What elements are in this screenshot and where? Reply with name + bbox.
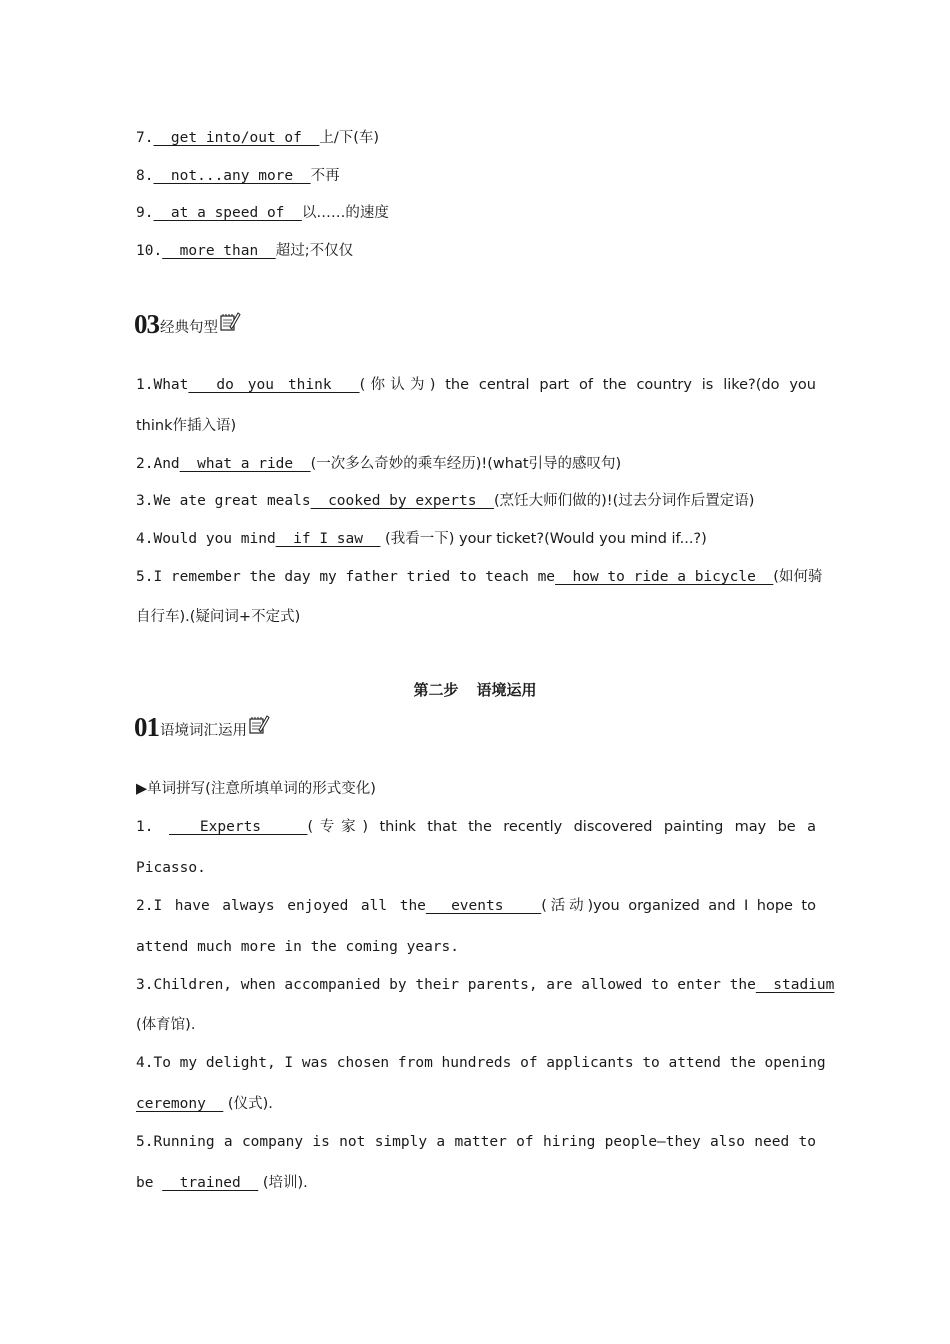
sentence-3 (136, 491, 816, 511)
sentence-text: think作插入语) (136, 418, 237, 434)
sentence-text: (烹饪大师们做的)!(过去分词作后置定语) (493, 493, 755, 509)
sentence-text: 4.Would you mind (136, 531, 276, 547)
instruction (136, 779, 816, 799)
sentence-answer: what a ride (179, 456, 311, 472)
phrase-answer: not...any more (153, 168, 311, 184)
notebook-pencil-icon (248, 713, 270, 735)
phrase-meaning: 以……的速度 (301, 205, 389, 221)
sentence-5-line-2 (136, 607, 816, 627)
sentence-answer: how to ride a bicycle (555, 569, 774, 585)
section-number: 03 (134, 309, 159, 339)
sentence-text: 5.I remember the day my father tried to teach me (136, 569, 556, 585)
sentence-answer: if I saw (275, 531, 381, 547)
exercise-5-line-1 (136, 1132, 816, 1152)
notebook-pencil-icon (219, 310, 241, 332)
section-title: 经典句型 (160, 320, 218, 336)
sentence-text: (如何骑 (773, 569, 823, 585)
phrase-answer: more than (162, 243, 276, 259)
sentence-text: 2.And (136, 456, 180, 472)
sentence-4 (136, 529, 816, 549)
exercise-answer: ceremony (136, 1096, 224, 1112)
exercise-text: 5.Running a company is not simply a matter of hiring people—they also need to (136, 1134, 816, 1150)
sentence-2 (136, 454, 816, 474)
phrase-meaning: 上/下(车) (319, 130, 380, 146)
exercise-answer: trained (162, 1175, 259, 1191)
sentence-text: 1.What (136, 377, 189, 393)
phrase-number: 8. (136, 168, 154, 184)
step-title (0, 679, 950, 700)
phrase-number: 10. (136, 243, 163, 259)
exercise-text: (仪式). (223, 1096, 273, 1112)
phrase-item (136, 166, 816, 186)
exercise-answer: stadium (755, 977, 835, 993)
instruction-text: 单词拼写(注意所填单词的形式变化) (147, 781, 376, 797)
step-label: 第二步 (413, 681, 459, 699)
exercise-1-line-2 (136, 858, 816, 878)
exercise-4-line-2 (136, 1094, 816, 1114)
exercise-text: 3.Children, when accompanied by their parents, are allowed to enter the (136, 977, 756, 993)
sentence-1-line-1 (136, 375, 816, 395)
exercise-text: (体育馆). (136, 1017, 196, 1033)
section-title: 语境词汇运用 (160, 723, 247, 739)
sentence-5-line-1 (136, 567, 823, 587)
phrase-answer: at a speed of (153, 205, 302, 221)
exercise-text: (培训). (258, 1175, 308, 1191)
section-heading-01 (134, 713, 270, 741)
exercise-2-line-2 (136, 937, 816, 957)
sentence-text: 自行车).(疑问词+不定式) (136, 609, 301, 625)
phrase-meaning: 超过;不仅仅 (275, 243, 354, 259)
exercise-answer: events (425, 898, 542, 914)
section-number: 01 (134, 712, 159, 742)
sentence-text: (你认为) the central part of the country is like?(do you (359, 377, 816, 393)
sentence-answer: do you think (188, 377, 360, 393)
exercise-text: 1. (136, 819, 169, 835)
sentence-answer: cooked by experts (310, 493, 494, 509)
exercise-text: (活动)you organized and I hope to (541, 898, 816, 914)
sentence-text: 3.We ate great meals (136, 493, 311, 509)
exercise-3-line-1 (136, 975, 835, 995)
exercise-text: 4.To my delight, I was chosen from hundreds of applicants to attend the opening (136, 1055, 826, 1071)
triangle-arrow-icon: ▶ (136, 781, 148, 797)
exercise-text: attend much more in the coming years. (136, 939, 460, 955)
exercise-2-line-1 (136, 896, 816, 916)
exercise-1-line-1 (136, 817, 816, 837)
exercise-text: 2.I have always enjoyed all the (136, 898, 426, 914)
exercise-text: be (136, 1175, 163, 1191)
sentence-1-line-2 (136, 416, 816, 436)
phrase-item (136, 241, 816, 261)
section-heading-03 (134, 310, 241, 338)
phrase-number: 9. (136, 205, 154, 221)
sentence-text: (我看一下) your ticket?(Would you mind if...?) (380, 531, 707, 547)
exercise-text: Picasso. (136, 860, 206, 876)
phrase-answer: get into/out of (153, 130, 320, 146)
phrase-meaning: 不再 (310, 168, 340, 184)
exercise-5-line-2 (136, 1173, 816, 1193)
exercise-text: (专家) think that the recently discovered painting may be a (307, 819, 816, 835)
phrase-item (136, 128, 816, 148)
phrase-item (136, 203, 816, 223)
phrase-number: 7. (136, 130, 154, 146)
step-name: 语境运用 (476, 681, 537, 699)
exercise-4-line-1 (136, 1053, 826, 1073)
sentence-text: (一次多么奇妙的乘车经历)!(what引导的感叹句) (310, 456, 622, 472)
exercise-answer: Experts (168, 819, 308, 835)
exercise-3-line-2 (136, 1015, 816, 1035)
